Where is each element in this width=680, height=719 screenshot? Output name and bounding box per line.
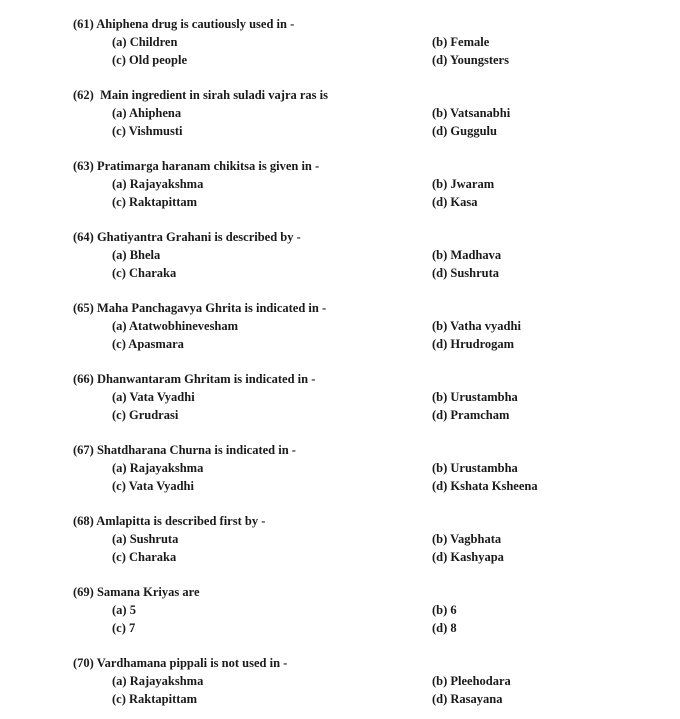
question-65 [0, 299, 680, 353]
option-c: (c) 7 [112, 621, 136, 635]
option-b: (b) Pleehodara [432, 674, 511, 688]
question-text: (61) Ahiphena drug is cautiously used in - [73, 17, 295, 31]
option-b: (b) Urustambha [432, 390, 518, 404]
question-68 [0, 512, 680, 566]
option-b: (b) Vagbhata [432, 532, 502, 546]
option-d: (d) Kasa [432, 195, 478, 209]
question-text: (62) Main ingredient in sirah suladi vajra ras is [73, 88, 328, 102]
option-c: (c) Vishmusti [112, 124, 183, 138]
option-c: (c) Grudrasi [112, 408, 179, 422]
question-text: (70) Vardhamana pippali is not used in - [73, 656, 288, 670]
option-b: (b) Madhava [432, 248, 502, 262]
option-d: (d) Rasayana [432, 692, 503, 706]
question-text: (65) Maha Panchagavya Ghrita is indicated in - [73, 301, 327, 315]
question-text: (68) Amlapitta is described first by - [73, 514, 266, 528]
question-text: (66) Dhanwantaram Ghritam is indicated in - [73, 372, 316, 386]
option-d: (d) Kshata Ksheena [432, 479, 538, 493]
option-b: (b) Female [432, 35, 490, 49]
question-61 [0, 15, 680, 69]
option-b: (b) Jwaram [432, 177, 495, 191]
question-69 [0, 583, 680, 637]
option-a: (a) 5 [112, 603, 136, 617]
option-c: (c) Charaka [112, 550, 177, 564]
option-a: (a) Bhela [112, 248, 161, 262]
question-70 [0, 654, 680, 708]
option-c: (c) Raktapittam [112, 195, 198, 209]
option-c: (c) Charaka [112, 266, 177, 280]
option-d: (d) 8 [432, 621, 457, 635]
option-b: (b) Urustambha [432, 461, 518, 475]
option-d: (d) Youngsters [432, 53, 509, 67]
question-text: (69) Samana Kriyas are [73, 585, 200, 599]
option-a: (a) Vata Vyadhi [112, 390, 195, 404]
option-c: (c) Raktapittam [112, 692, 198, 706]
option-d: (d) Pramcham [432, 408, 510, 422]
option-d: (d) Kashyapa [432, 550, 504, 564]
question-text: (67) Shatdharana Churna is indicated in - [73, 443, 296, 457]
option-a: (a) Atatwobhinevesham [112, 319, 239, 333]
option-c: (c) Apasmara [112, 337, 184, 351]
question-text: (64) Ghatiyantra Grahani is described by - [73, 230, 301, 244]
option-a: (a) Rajayakshma [112, 461, 204, 475]
option-a: (a) Rajayakshma [112, 674, 204, 688]
question-66 [0, 370, 680, 424]
option-d: (d) Hrudrogam [432, 337, 515, 351]
option-d: (d) Guggulu [432, 124, 497, 138]
question-64 [0, 228, 680, 282]
question-text: (63) Pratimarga haranam chikitsa is given in - [73, 159, 320, 173]
option-a: (a) Ahiphena [112, 106, 182, 120]
option-a: (a) Sushruta [112, 532, 179, 546]
option-c: (c) Vata Vyadhi [112, 479, 194, 493]
question-63 [0, 157, 680, 211]
option-a: (a) Children [112, 35, 178, 49]
question-67 [0, 441, 680, 495]
option-a: (a) Rajayakshma [112, 177, 204, 191]
option-d: (d) Sushruta [432, 266, 500, 280]
question-62 [0, 86, 680, 140]
option-b: (b) 6 [432, 603, 457, 617]
option-c: (c) Old people [112, 53, 187, 67]
option-b: (b) Vatsanabhi [432, 106, 511, 120]
option-b: (b) Vatha vyadhi [432, 319, 521, 333]
